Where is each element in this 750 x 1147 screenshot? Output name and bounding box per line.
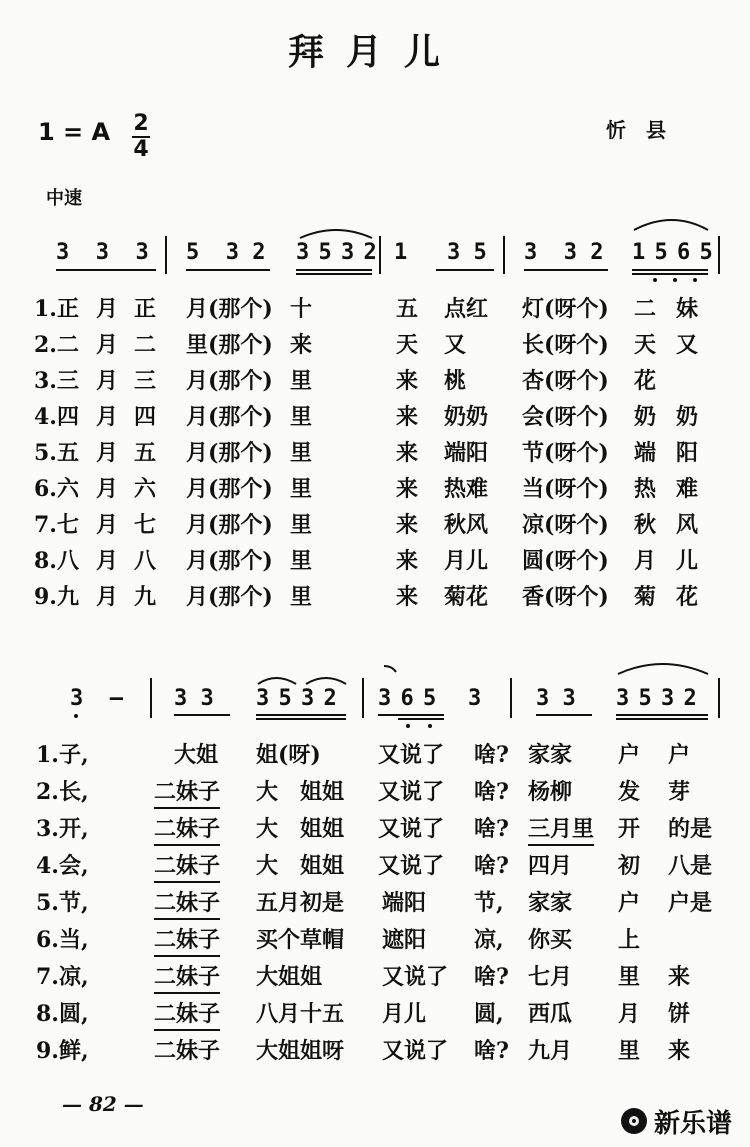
lyric-cell: 家家: [528, 890, 573, 916]
lyric-cell: 家家: [528, 742, 573, 768]
lyric-cell: 啥?: [474, 853, 509, 879]
lyric-cell: 3.三: [34, 368, 79, 394]
lyric-cell: 来: [396, 404, 419, 430]
lyric-cell: 月(那个): [186, 296, 273, 322]
lyric-cell: 月儿: [444, 548, 489, 574]
lyric-cell: 饼: [668, 1001, 691, 1027]
lyric-cell: 儿: [676, 548, 699, 574]
lyric-cell: 秋风: [444, 512, 489, 538]
lyric-cell: 大: [256, 816, 279, 842]
lyric-cell: 初: [618, 853, 641, 879]
lyric-cell: 1.正: [34, 296, 79, 322]
lyric-cell: 二妹子: [154, 812, 220, 846]
lyric-cell: 二妹子: [154, 1038, 221, 1064]
lyric-cell: 热难: [444, 476, 489, 502]
lyric-cell: 奶: [634, 404, 657, 430]
lyric-cell: 啥?: [474, 816, 509, 842]
lyric-cell: 啥?: [474, 964, 509, 990]
lyric-cell: 5.五: [34, 440, 79, 466]
lyric-cell: 又: [444, 332, 467, 358]
lyric-cell: 月: [96, 548, 119, 574]
lyric-cell: 四月: [528, 853, 573, 879]
disc-icon: [620, 1107, 648, 1135]
lyric-cell: 西瓜: [528, 1001, 573, 1027]
lyric-cell: 4.四: [34, 404, 79, 430]
lyric-cell: 二妹子: [154, 849, 220, 883]
lyric-cell: 月: [96, 296, 119, 322]
lyric-cell: 9.九: [34, 584, 79, 610]
lyric-cell: 月: [96, 584, 119, 610]
lyric-cell: 菊花: [444, 584, 489, 610]
lyric-cell: 大姐: [174, 742, 219, 768]
lyric-cell: 圆,: [474, 1001, 504, 1027]
lyric-cell: 2.长,: [36, 779, 89, 805]
lyric-cell: 又说了: [378, 853, 445, 879]
lyric-cell: 凉,: [474, 927, 504, 953]
measure-2-6: 3 5 3 2: [616, 686, 695, 711]
lyric-cell: 四: [134, 404, 157, 430]
measure-1-1: 3 3 3: [56, 240, 149, 265]
lyric-cell: 月(那个): [186, 476, 273, 502]
lyric-cell: 5.节,: [36, 890, 89, 916]
lyric-cell: 里: [290, 404, 313, 430]
lyric-cell: 月: [96, 440, 119, 466]
lyric-cell: 姐姐: [300, 816, 345, 842]
lyric-cell: 二妹子: [154, 923, 220, 957]
lyric-cell: 大: [256, 779, 279, 805]
lyric-cell: 六: [134, 476, 157, 502]
lyric-cell: 里: [618, 964, 641, 990]
lyric-cell: 月: [96, 368, 119, 394]
lyric-cell: 二妹子: [154, 775, 220, 809]
page-number: — 82 —: [62, 1092, 144, 1116]
lyric-cell: 8.圆,: [36, 1001, 89, 1027]
measure-2-3: 3 5 3 2: [256, 686, 335, 711]
lyric-cell: 节,: [474, 890, 504, 916]
lyric-cell: 1.子,: [36, 742, 89, 768]
lyric-cell: 又说了: [378, 742, 445, 768]
lyric-cell: 户: [668, 742, 691, 768]
lyric-cell: 会(呀个): [522, 404, 609, 430]
lyric-cell: 八月十五: [256, 1001, 345, 1027]
measure-1-3: 3 5 3 2: [296, 240, 375, 265]
lyric-cell: 月(那个): [186, 440, 273, 466]
lyric-cell: 8.八: [34, 548, 79, 574]
lyric-cell: 端阳: [382, 890, 427, 916]
key-signature: 1 = A: [38, 118, 111, 146]
measure-2-5: 3 3: [536, 686, 576, 711]
lyric-cell: 姐(呀): [256, 742, 321, 768]
lyric-cell: 里: [290, 440, 313, 466]
lyric-cell: 啥?: [474, 742, 509, 768]
lyric-cell: 九: [134, 584, 157, 610]
lyric-cell: 香(呀个): [522, 584, 609, 610]
lyric-cell: 五月初是: [256, 890, 345, 916]
logo-text: 新乐谱: [654, 1108, 733, 1139]
site-logo: [620, 1103, 732, 1139]
lyric-cell: 九月: [528, 1038, 573, 1064]
lyric-cell: 月: [634, 548, 657, 574]
lyric-cell: 9.鲜,: [36, 1038, 89, 1064]
lyric-cell: 买个草帽: [256, 927, 345, 953]
song-title: 拜月儿: [287, 31, 462, 73]
lyric-cell: 月(那个): [186, 548, 273, 574]
lyric-cell: 又说了: [378, 779, 445, 805]
lyric-cell: 二妹子: [154, 960, 220, 994]
lyric-cell: 6.六: [34, 476, 79, 502]
lyric-cell: 里: [290, 368, 313, 394]
lyric-cell: 月儿: [382, 1001, 427, 1027]
lyric-cell: 三: [134, 368, 157, 394]
lyric-cell: 芽: [668, 779, 691, 805]
lyric-cell: 月(那个): [186, 584, 273, 610]
lyric-cell: 二: [634, 296, 657, 322]
lyric-cell: 里: [290, 512, 313, 538]
lyric-cell: 里: [290, 584, 313, 610]
measure-2-2: 3 3: [174, 686, 214, 711]
lyric-cell: 来: [290, 332, 313, 358]
lyric-cell: 里: [290, 476, 313, 502]
lyric-cell: 正: [134, 296, 157, 322]
lyric-cell: 难: [676, 476, 699, 502]
lyric-cell: 凉(呀个): [522, 512, 609, 538]
lyric-cell: 上: [618, 927, 641, 953]
lyric-cell: 五: [134, 440, 157, 466]
lyric-cell: 来: [396, 512, 419, 538]
lyric-cell: 二妹子: [154, 886, 220, 920]
lyric-cell: 啥?: [474, 779, 509, 805]
lyric-cell: 长(呀个): [522, 332, 609, 358]
lyric-cell: 热: [634, 476, 657, 502]
lyric-cell: 秋: [634, 512, 657, 538]
lyric-cell: 当(呀个): [522, 476, 609, 502]
lyric-cell: 奶: [676, 404, 699, 430]
lyric-cell: 里: [290, 548, 313, 574]
lyric-cell: 花: [634, 368, 657, 394]
lyric-cell: 妹: [676, 296, 699, 322]
lyric-cell: 来: [396, 368, 419, 394]
lyric-cell: 户: [618, 742, 641, 768]
lyric-cell: 月: [96, 476, 119, 502]
lyric-cell: 二妹子: [154, 997, 220, 1031]
lyric-cell: 月: [96, 332, 119, 358]
lyric-cell: 三月里: [528, 812, 594, 846]
lyric-cell: 阳: [676, 440, 699, 466]
lyric-cell: 6.当,: [36, 927, 89, 953]
lyric-cell: 遮阳: [382, 927, 427, 953]
lyric-cell: 月: [618, 1001, 641, 1027]
lyric-cell: 来: [396, 476, 419, 502]
lyric-cell: 7.凉,: [36, 964, 89, 990]
lyric-cell: 户是: [668, 890, 713, 916]
lyric-cell: 又: [676, 332, 699, 358]
lyric-cell: 八是: [668, 853, 713, 879]
time-denominator: 4: [133, 137, 149, 162]
lyric-cell: 3.开,: [36, 816, 89, 842]
lyric-cell: 姐姐: [300, 779, 345, 805]
lyric-cell: 桃: [444, 368, 467, 394]
lyric-cell: 来: [396, 548, 419, 574]
lyric-cell: 又说了: [378, 816, 445, 842]
lyric-cell: 天: [396, 332, 419, 358]
tempo-marking: 中速: [46, 188, 82, 209]
lyric-cell: 五: [396, 296, 419, 322]
lyric-cell: 菊: [634, 584, 657, 610]
lyric-cell: 杏(呀个): [522, 368, 609, 394]
lyric-cell: 天: [634, 332, 657, 358]
measure-2-4: 3 6 5 3: [378, 686, 480, 711]
lyric-cell: 大: [256, 853, 279, 879]
lyric-cell: 你买: [528, 927, 573, 953]
lyric-cell: 又说了: [382, 964, 449, 990]
lyric-cell: 十: [290, 296, 313, 322]
lyric-cell: 端: [634, 440, 657, 466]
lyric-cell: 月: [96, 404, 119, 430]
lyric-cell: 灯(呀个): [522, 296, 609, 322]
measure-1-4: 1 3 5: [394, 240, 487, 265]
lyric-cell: 大姐姐呀: [256, 1038, 345, 1064]
time-numerator: 2: [133, 111, 149, 136]
lyric-cell: 4.会,: [36, 853, 89, 879]
lyric-cell: 端阳: [444, 440, 489, 466]
measure-1-2: 5 3 2: [186, 240, 266, 265]
lyric-cell: 七月: [528, 964, 573, 990]
lyric-cell: 里(那个): [186, 332, 273, 358]
lyric-cell: 点红: [444, 296, 489, 322]
lyric-cell: 来: [396, 584, 419, 610]
lyric-cell: 七: [134, 512, 157, 538]
lyric-cell: 发: [618, 779, 641, 805]
lyric-cell: 里: [618, 1038, 641, 1064]
lyric-cell: 大姐姐: [256, 964, 323, 990]
lyric-cell: 风: [676, 512, 699, 538]
song-origin: 忻县: [606, 118, 686, 142]
lyric-cell: 又说了: [382, 1038, 449, 1064]
lyric-cell: 节(呀个): [522, 440, 609, 466]
lyric-cell: 7.七: [34, 512, 79, 538]
lyric-cell: 开: [618, 816, 641, 842]
lyric-cell: 姐姐: [300, 853, 345, 879]
lyric-cell: 户: [618, 890, 641, 916]
lyric-cell: 月(那个): [186, 368, 273, 394]
lyric-cell: 八: [134, 548, 157, 574]
lyric-cell: 杨柳: [528, 779, 573, 805]
lyric-cell: 圆(呀个): [522, 548, 609, 574]
lyric-cell: 啥?: [474, 1038, 509, 1064]
lyric-cell: 花: [676, 584, 699, 610]
lyric-cell: 来: [668, 964, 691, 990]
measure-1-6: 1 5 6 5: [632, 240, 711, 265]
lyric-cell: 奶奶: [444, 404, 489, 430]
lyric-cell: 月(那个): [186, 512, 273, 538]
measure-1-5: 3 3 2: [524, 240, 604, 265]
lyric-cell: 的是: [668, 816, 713, 842]
lyric-cell: 2.二: [34, 332, 79, 358]
lyric-cell: 月: [96, 512, 119, 538]
lyric-cell: 来: [668, 1038, 691, 1064]
lyric-cell: 月(那个): [186, 404, 273, 430]
measure-2-1: 3 —: [70, 686, 123, 711]
lyric-cell: 二: [134, 332, 157, 358]
lyric-cell: 来: [396, 440, 419, 466]
